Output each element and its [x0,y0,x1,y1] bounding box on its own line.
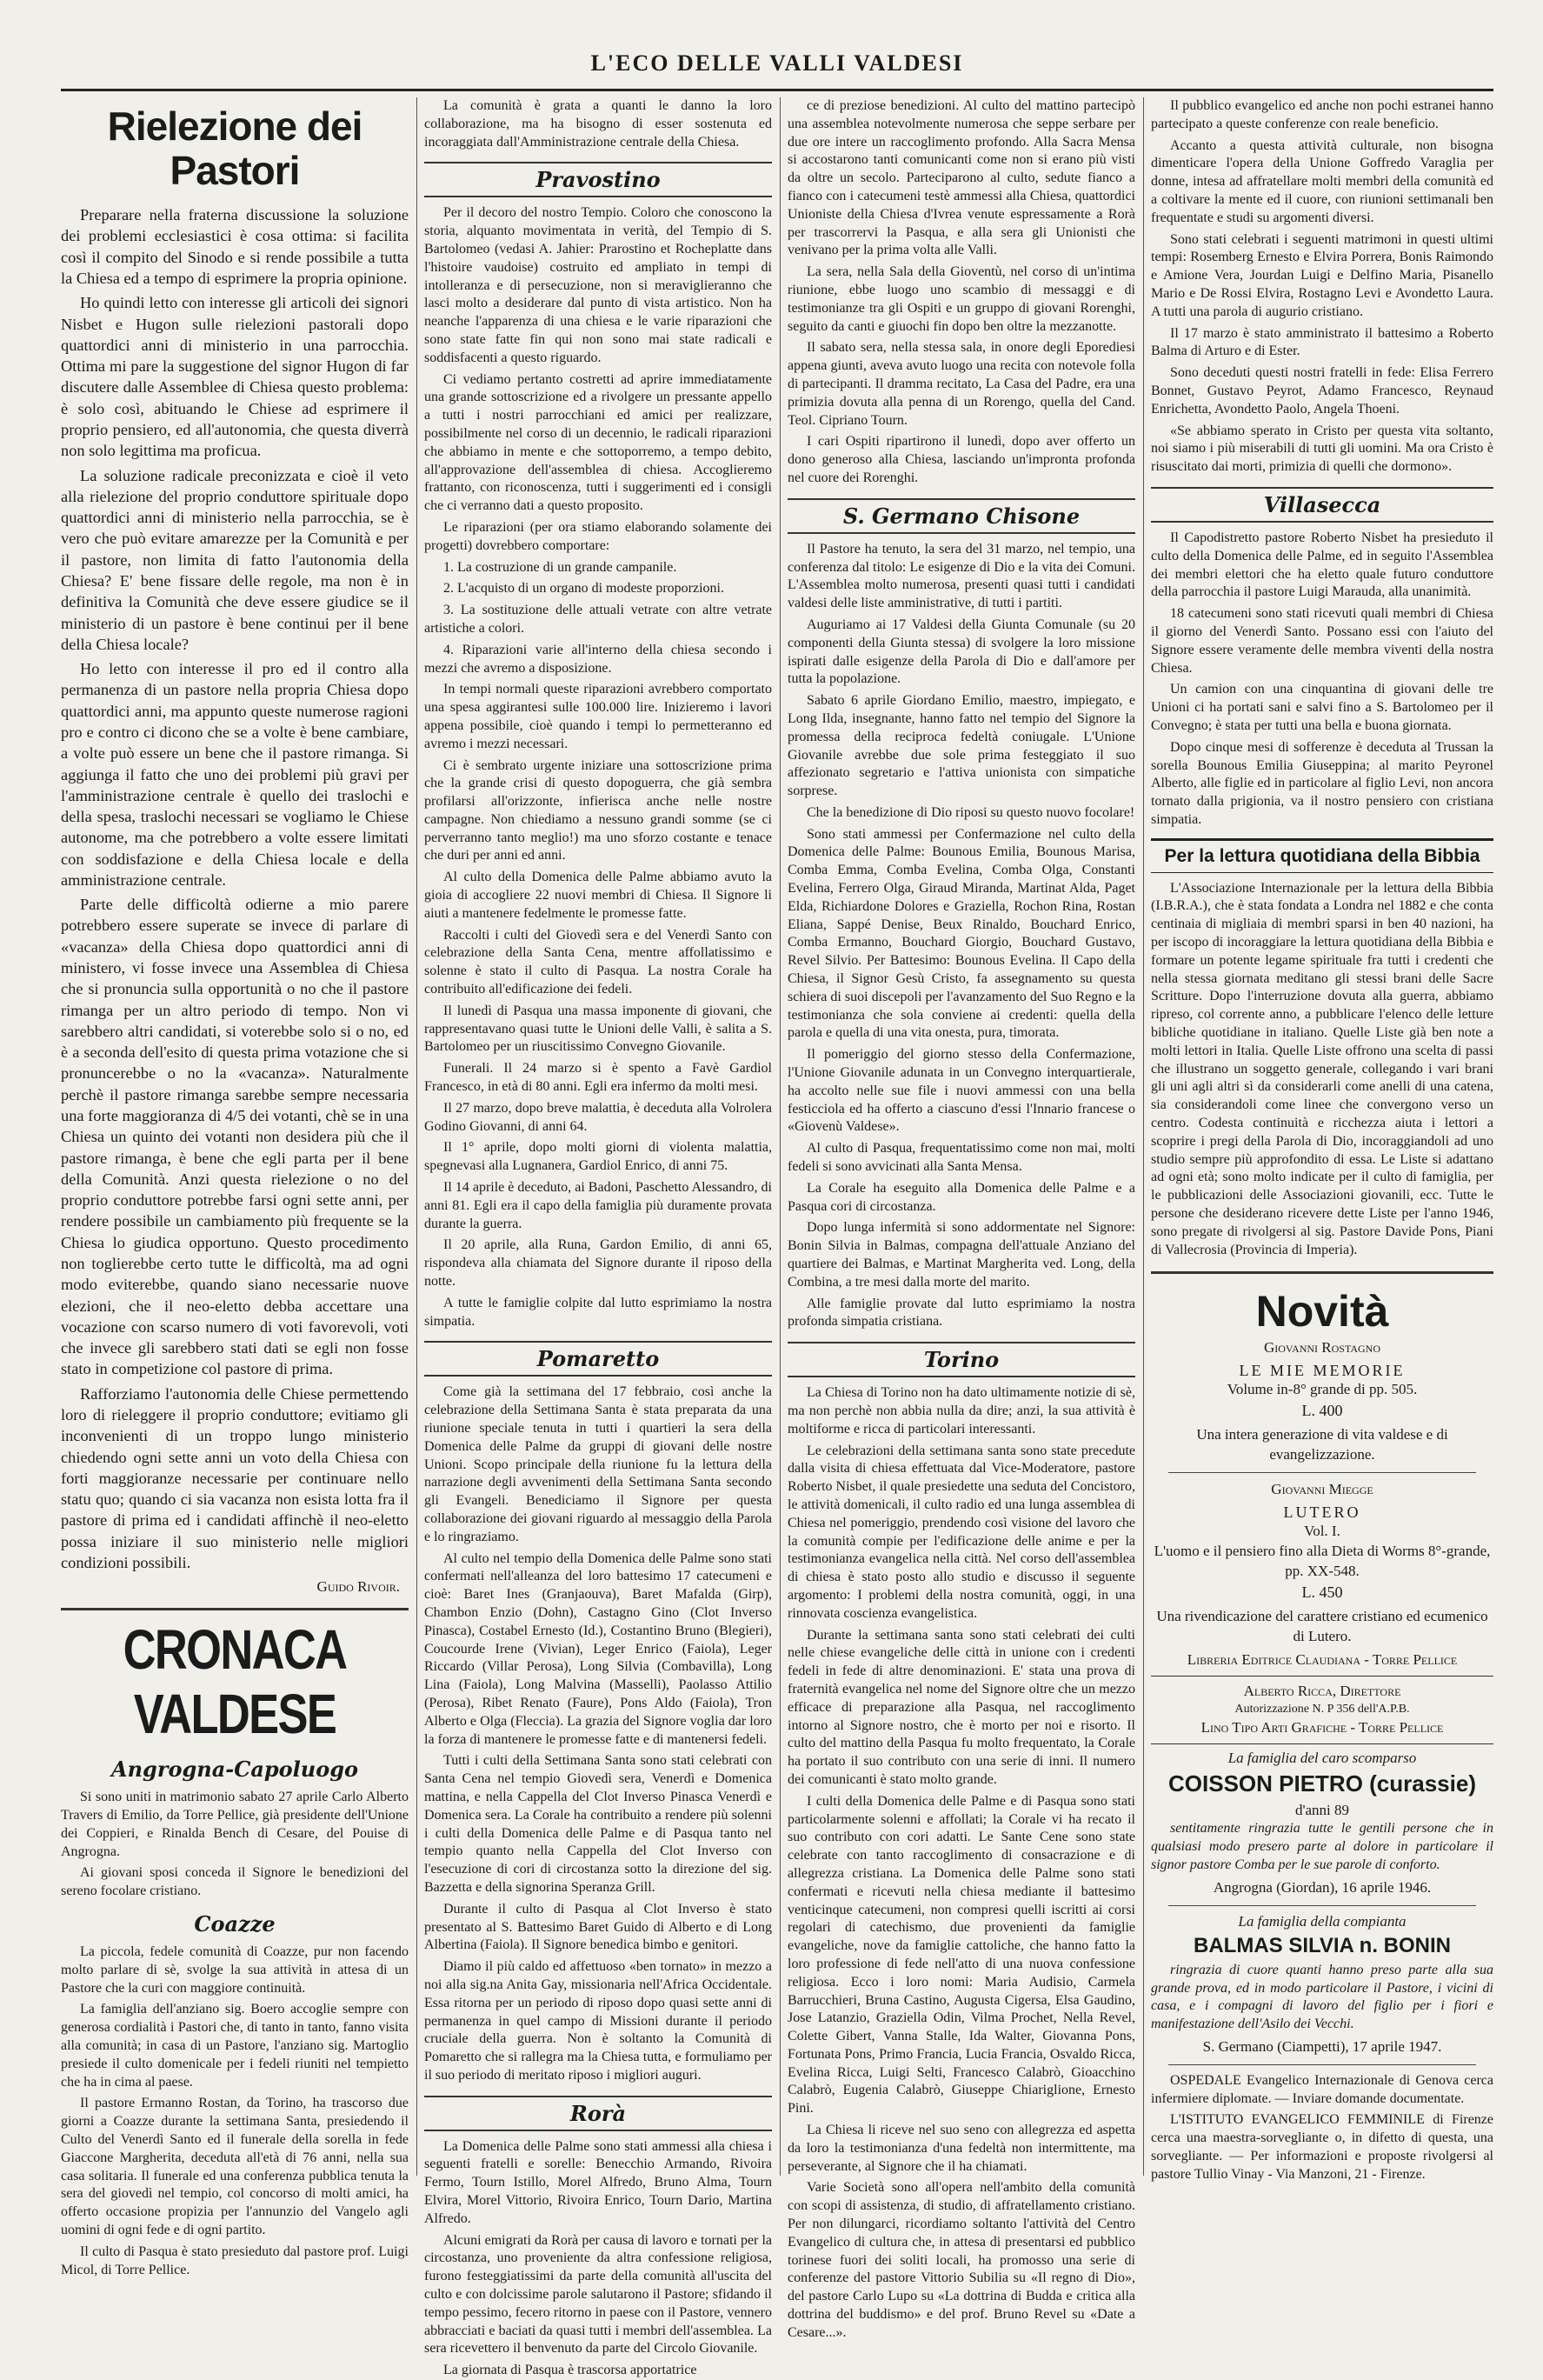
news-paragraph: Auguriamo ai 17 Valdesi della Giunta Comunale (su 20 componenti della Giunta stessa) di svolgere la loro missione ispirati dalle esigenze della Parola di Dio e dall'amore per tutta la popolazione. [788,617,1135,687]
news-paragraph: 18 catecumeni sono stati ricevuti quali membri di Chiesa il giorno del Venerdì Santo. Possano essi con l'aiuto del Signore essere veramente delle membra viventi della nostra Chiesa. [1151,606,1493,676]
book-description: Una intera generazione di vita valdese e di evangelizzazione. [1196,1426,1448,1463]
news-paragraph: Al culto di Pasqua, frequentatissimo come non mai, molti fedeli si sono avvicinati alla Santa Mensa. [788,1141,1135,1175]
news-paragraph: Durante la settimana santa sono stati celebrati dei culti nelle chiese evangeliche delle città in unione con i credenti fedeli in fede di altre denominazioni. E' stata una prova di fraternità evangelica nel nome del Signore oltre che un mezzo efficace di preparazione alla Pasqua, nel raccoglimento intorno al Signore nostro, che è morto per noi e risorto. Il culto del mattino della Pasqua fu molto frequentato, la Corale ha portato il suo contributo con una serie di inni. Il numero dei comunicanti è stato molto grande. [788,1627,1135,1787]
book-title: LE MIE MEMORIE [1239,1362,1406,1380]
news-paragraph: La Chiesa di Torino non ha dato ultimamente notizie di sè, ma non perchè non abbia nulla da dire; anzi, la sua attività è moltiforme e ricca di particolari interessanti. [788,1385,1135,1437]
imprint-box [1151,1676,1493,1744]
section-heading: Rorà [424,2096,772,2131]
news-list-item: 2. L'acquisto di un organo di modeste proporzioni. [443,581,724,597]
book-author: Giovanni Rostagno [1263,1339,1380,1357]
book-author: Giovanni Miegge [1271,1481,1373,1498]
news-paragraph: Il 17 marzo è stato amministrato il battesimo a Roberto Balma di Arturo e di Ester. [1151,325,1493,359]
notice-place: Angrogna (Giordan), 16 aprile 1946. [1213,1878,1432,1896]
news-list-item: 4. Riparazioni varie all'interno della chiesa secondo i mezzi che avremo a disposizione. [424,642,772,676]
notice-name: BALMAS SILVIA n. BONIN [1194,1933,1451,1957]
book-price: L. 400 [1301,1402,1343,1420]
news-paragraph: Si sono uniti in matrimonio sabato 27 aprile Carlo Alberto Travers di Emilio, da Torre Pellice, già presidente dell'Unione dei Coppieri, e Rinalda Bench di Cesare, del Pouise di Angrogna. [61,1790,409,1859]
book-price: L. 450 [1301,1583,1343,1601]
article-paragraph: Ho letto con interesse il pro ed il contro alla permanenza di un pastore nella propria Chiesa dopo quattordici anni, ma appunto queste numerose ragioni pro e contro ci dicono che se a volte è bene cambiare, a volte può essere un bene che il pastore rimanga. Si aggiunga il fatto che uno dei problemi più gravi per l'amministrazione centrale è quello dei traslochi e della spesa, traslochi necessari se vogliamo le Chiese autonome, ma che potrebbero a volte essere limitati con soddisfazione e della Chiesa locale e della amministrazione centrale. [61,660,409,889]
book-volume: Vol. I. [1304,1523,1340,1540]
divider [1168,2064,1476,2065]
section-heading: Villasecca [1151,487,1493,523]
news-paragraph: Diamo il più caldo ed affettuoso «ben tornato» in mezzo a noi alla sig.na Anita Gay, missionaria nell'Africa Occidentale. Essa ritorna per un periodo di riposo dopo quasi sette anni di permanenza in quel campo di Missioni durante il periodo cruciale della guerra. Non è soltanto la Comunità di Pomaretto che si rallegra ma la Chiesa tutta, e formuliamo per il suo periodo di meritato riposo i migliori auguri. [424,1959,772,2083]
news-paragraph: Il 14 aprile è deceduto, ai Badoni, Paschetto Alessandro, di anni 81. Egli era il capo della famiglia più duramente provata durante la guerra. [424,1180,772,1231]
news-paragraph: Dopo lunga infermità si sono addormentate nel Signore: Bonin Silvia in Balmas, compagna dell'attuale Anziano del quartiere dei Balmas, e Martinat Margherita ved. Long, della Combina, a tre mesi dalla morte del marito. [788,1220,1135,1290]
news-paragraph: A tutte le famiglie colpite dal lutto esprimiamo la nostra simpatia. [424,1295,772,1329]
column-3 [788,97,1135,2340]
ad-headline: Novità [1255,1287,1389,1337]
column-4 [1151,97,1493,2184]
section-heading: Pravostino [424,162,772,197]
news-paragraph: Il Capodistretto pastore Roberto Nisbet ha presieduto il culto della Domenica delle Palme, ed in seguito l'Assemblea dei membri elettori che ha eletto quale futuro conduttore della parrocchia il pastore Luigi Marauda, alla unanimità. [1151,530,1493,600]
news-paragraph: La Corale ha eseguito alla Domenica delle Palme e a Pasqua cori di circostanza. [788,1180,1135,1214]
news-paragraph: Come già la settimana del 17 febbraio, così anche la celebrazione della Settimana Santa è stata preparata da una riunione speciale tenuta in tutti i quartieri la sera della Domenica delle Palme da gruppi di giovani delle nostre Unioni. Scopo principale della riunione fu la lettura della narrazione degli avvenimenti della Settimana Santa secondo gli Evangeli. Benediciamo il Signore per questa collaborazione dei giovani riguardo al messaggio della Parola e lo ringraziamo. [424,1384,772,1544]
news-paragraph: ce di preziose benedizioni. Al culto del mattino partecipò una assemblea notevolmente numerosa che seppe serbare per due ore intere un raccoglimento profondo. Alla Sacra Mensa si accostarono tanti comunicanti come non si erano più visti da oltre un secolo. Parteciparono al culto, sedute fianco a fianco con i catecumeni testè ammessi alla Chiesa, quattordici Unioniste della Chiesa d'Ivrea venute espressamente a Rorà per trascorrervi la Pasqua, e alla sera gli Unionisti che venivano per la prima volta alle Valli. [788,98,1135,258]
news-paragraph: Un camion con una cinquantina di giovani delle tre Unioni ci ha portati sani e salvi fino a S. Bartolomeo per il Convegno; è stata per tutti una bella e buona giornata. [1151,682,1493,733]
news-paragraph: I culti della Domenica delle Palme e di Pasqua sono stati particolarmente solenni e affollati; la Corale vi ha recato il suo contributo con cori adatti. Le Sante Cene sono state celebrate con tanto raccoglimento di consacrazione e di allegrezza cristiana. La Domenica delle Palme sono stati confermati e ricevuti nella chiesa mediante il battesimo venticinque catecumeni, non compresi quelli iscritti ai corsi regolari di catechismo, due provenienti da famiglie evangeliche, nove da famiglie cattoliche, che hanno fatto la loro professione di fede nell'atto di una nuova confessione religiosa. Ecco i loro nomi: Maria Audisio, Carmela Barrucchieri, Bruna Castino, Augusta Cigersa, Elsa Gaudino, Jose Latanzio, Graziella Odin, Vilma Prochet, Nella Revel, Colette Gibert, Vanna Stalle, Ida Walter, Giovanna Pons, Fortunata Pons, Primo Francia, Lucia Francia, Osvaldo Ricca, Evelina Ricca, Luigi Selti, Francesco Calabrò, Gioacchino Calabrò, Eugenia Calabrò, Giuseppe Chiariglione, Ernesto Pini. [788,1793,1135,2117]
book-description: Una rivendicazione del carattere cristiano ed ecumenico di Lutero. [1156,1607,1488,1644]
news-paragraph: Tutti i culti della Settimana Santa sono stati celebrati con Santa Cena nel tempio Giovedì sera, Venerdì e Domenica mattina, e nella Cappella del Clot Inverso Pinasca Venerdì e Domenica sera. La Corale ha contribuito a rendere più solenni i culti della Domenica delle Palme e di Pasqua tanto nel tempio quanto nella Cappella del Clot Inverso con l'esecuzione di cori di circostanza sotto la direzione del sig. Bazzetta e della signorina Speranza Grill. [424,1753,772,1895]
news-paragraph: Il 20 aprile, alla Runa, Gardon Emilio, di anni 65, rispondeva alla chiamata del Signore durante il riposo della notte. [424,1237,772,1290]
section-rule [1151,1271,1493,1274]
director-line: Alberto Ricca, Direttore [1243,1682,1401,1699]
news-paragraph: Alle famiglie provate dal lutto esprimiamo la nostra profonda simpatia cristiana. [788,1296,1135,1330]
notice-text: sentitamente ringrazia tutte le gentili persone che in qualsiasi modo presero parte al dolore in particolare il signor pastore Comba per le sue parole di conforto. [1151,1821,1493,1873]
news-paragraph: Funerali. Il 24 marzo si è spento a Favè Gardiol Francesco, in età di 80 anni. Egli era infermo da molti mesi. [424,1061,772,1095]
news-paragraph: Sono stati ammessi per Confermazione nel culto della Domenica delle Palme: Bounous Emilia, Bounous Marisa, Comba Emma, Comba Evelina, Comba Olga, Constanti Evelina, Ferrero Olga, Giraud Miranda, Martinat Alda, Paget Elda, Richiardone Dolores e Graziella, Rochon Rina, Rostan Eliana, Sappé Denise, Beux Rinaldo, Bouchard Enrico, Comba Ermanno, Bouchard Giorgio, Bouchard Gustavo, Revel Silvio. Per Battesimo: Bounous Evelina. Il Capo della Chiesa, il Signor Gesù Cristo, fa assegnamento su questa schiera di suoi discepoli per l'avanzamento del Suo Regno e la testimonianza che sola conviene ai credenti: quella della parola e quella di una vita onesta, pura, timorata. [788,826,1135,1041]
column-divider [780,97,781,2176]
news-paragraph: Accanto a questa attività culturale, non bisogna dimenticare l'opera della Unione Goffredo Varaglia per donne, intesa ad affratellare molti membri della comunità ed a coltivare la mente ed il cuore, con riunioni settimanali ben frequentate e studi su argomenti diversi. [1151,137,1493,225]
news-paragraph: In tempi normali queste riparazioni avrebbero comportato una spesa aggirantesi sulle 100.000 lire. Inizieremo i lavori appena possibile, cioè quando i tempi lo permetteranno ed avremo i mezzi necessari. [424,682,772,751]
news-paragraph: Il pastore Ermanno Rostan, da Torino, ha trascorso due giorni a Coazze durante la settimana Santa, presiedendo il Culto del Venerdì Santo ed il funerale della sorella in fede Giaccone Margherita, deceduta all'età di 76 anni, nella sua casa solitaria. Il funerale ed una conferenza pubblica tenuta la sera del giovedì nel tempio, col concorso di molti amici, ha offerto occasione propizia per l'annunzio del Vangelo agli uomini di ogni fede e di ogni partito. [61,2096,409,2237]
article-paragraph: Preparare nella fraterna discussione la soluzione dei problemi ecclesiastici è cosa ottima: si facilita così il compito del Sinodo e si rende possibile a tutta la Chiesa ed a tempo di esprimere la propria opinione. [61,206,409,288]
news-paragraph: Il 1° aprile, dopo molti giorni di violenta malattia, spegnevasi alla Lugnanera, Gardiol Enrico, di anni 75. [424,1140,772,1174]
news-paragraph: Le riparazioni (per ora stiamo elaborando solamente dei progetti) dovrebbero comportare: [424,519,772,553]
book-info: Volume in-8° grande di pp. 505. [1227,1381,1418,1398]
news-paragraph: La famiglia dell'anziano sig. Boero accoglie sempre con generosa cordialità i Pastori che, di tanto in tanto, fanno visita alla comunità; in casa di un Pastore, l'anziano sig. Martoglio presiede il culto domenicale per i fedeli riuniti nel tempietto che ha in cima al paese. [61,2002,409,2090]
printer-line: Lino Tipo Arti Grafiche - Torre Pellice [1200,1718,1444,1736]
divider [1168,1472,1476,1473]
news-paragraph: La Chiesa li riceve nel suo seno con allegrezza ed aspetta da loro la testimonianza d'una fedeltà non intermittente, ma perseverante, al Signore che il ha chiamati. [788,2123,1135,2174]
article-paragraph: Rafforziamo l'autonomia delle Chiese permettendo loro di rieleggere il proprio conduttore; evitiamo gli inconvenienti di un troppo lungo ministerio chiedendo ogni sette anni un voto della Chiesa con forti maggioranze necessarie per continuare nello statu quo; quando ci sia vacanza non esista lotta fra il pastore di prima ed i candidati affinchè il neo-eletto possa iniziare il suo ministerio nelle migliori condizioni possibili. [61,1384,409,1571]
news-paragraph: La comunità è grata a quanti le danno la loro collaborazione, ma ha bisogno di esser sostenuta ed incoraggiata dall'Amministrazione centrale della Chiesa. [424,98,772,150]
news-paragraph: Raccolti i culti del Giovedì sera e del Venerdì Santo con celebrazione della Santa Cena, mentre affollatissimo e solenne è stato il culto di Pasqua. La nostra Corale ha contribuito all'edificazione dei fedeli. [424,927,772,997]
section-heading: S. Germano Chisone [788,498,1135,534]
authorization-line: Autorizzazione N. P 356 dell'A.P.B. [1234,1702,1410,1716]
section-banner: CRONACA VALDESE [123,1618,347,1746]
news-paragraph: Varie Società sono all'opera nell'ambito della comunità con scopi di assistenza, di studio, di affratellamento cristiano. Per non dilungarci, ricordiamo soltanto l'attività del Centro Evangelico di cultura che, in attesa di presentarsi ed pubblico torinese fuori dei soliti locali, ha promosso una serie di conferenze del pastore Vittorio Subilia su «Il regno di Dio», del pastore Carlo Lupo su «La dottrina di Budda e critica alla dottrina del buddismo» e del prof. Bruno Revel su «Date a Cesare...». [788,2180,1135,2340]
news-paragraph: Il culto di Pasqua è stato presieduto dal pastore prof. Luigi Micol, di Torre Pellice. [61,2243,409,2277]
notice-place: S. Germano (Ciampetti), 17 aprile 1947. [1202,2037,1442,2055]
news-paragraph: Il pubblico evangelico ed anche non pochi estranei hanno partecipato a queste conferenze con reale beneficio. [1151,98,1493,131]
section-heading: Per la lettura quotidiana della Bibbia [1151,838,1493,873]
news-paragraph: La giornata di Pasqua è trascorsa apportatrice [443,2363,697,2378]
news-paragraph: Alcuni emigrati da Rorà per causa di lavoro e tornati per la circostanza, uno proveniente da altra confessione religiosa, furono festeggiatissimi da parte della comunità all'uscita del culto e con dolcissime parole salutarono il Pastore; sfidando il tempo pessimo, fecero ritorno in paese con il Pastore, vennero abbracciati e baciati da quasi tutti i membri dell'assemblea. La sera ricevettero il benvenuto da parte del Circolo Giovanile. [424,2232,772,2357]
news-paragraph: Ci vediamo pertanto costretti ad aprire immediatamente una grande sottoscrizione ed a rivolgere un pressante appello a tutti i nostri parrocchiani ed amici per realizzare, possibilmente nel corso di un decennio, le radicali riparazioni che abbiamo in mente e che sottoporremo, a tempo debito, all'approvazione dell'assemblea di chiesa. Accoglieremo frattanto, con riconoscenza, tutti i suggerimenti ed i consigli che ci verranno dati a questo proposito. [424,371,772,514]
news-paragraph: Che la benedizione di Dio riposi su questo nuovo focolare! [807,804,1135,820]
news-paragraph: La piccola, fedele comunità di Coazze, pur non facendo molto parlare di sè, svolge la sua attività in attesa di un Pastore che la curi con maggiore continuità. [61,1943,409,1996]
article-paragraph: La soluzione radicale preconizzata e cioè il veto alla rielezione del proprio conduttore spirituale dopo quattordici anni di ministerio nella parrocchia, se è vero che può evitare amarezze per la Comunità e per il pastore, non limita di fatto l'autonomia della Chiesa? E' bene fissare delle regole, ma non è in definitiva la Comunità che deve essere giudice se il ministerio di un pastore è bene continui per il bene della Chiesa locale? [61,466,409,653]
masthead-title: L'ECO DELLE VALLI VALDESI [590,50,964,76]
news-paragraph: Sono stati celebrati i seguenti matrimoni in questi ultimi tempi: Rosemberg Ernesto e Elvira Porrera, Bonis Raimondo e Amione Vera, Jourdan Luigi e Delfino Maria, Pisanello Mario e De Rossi Elvira, Rostagno Levi e Avondetto Laura. A tutti una parola di augurio cristiano. [1151,231,1493,319]
notice-intro: La famiglia del caro scomparso [1227,1749,1417,1766]
article-paragraph: Parte delle difficoltà odierne a mio parere potrebbero essere superate se invece di parlare di «vacanza» della Chiesa dopo quattordici anni di ministero, vi fosse invece una Assemblea di Chiesa che si pronuncia sulla opportunità o no che il pastore rimanga per un altro periodo di tempo. Non vi sarebbero altri candidati, si voterebbe solo si o no, ed è a seconda dell'esito di questa prima votazione che si pronuncerebbe o no la «vacanza». Naturalmente perchè il pastore rimanga sarebbe sempre necessaria una forte maggioranza di 4/5 dei votanti, chè se in una Chiesa un quinto dei votanti non desidera più che il pastore rimanga, è bene che egli parta per il bene della Comunità. Anzi questa rielezione o no del proprio conduttore potrebbe farsi ogni sette anni, per rendere possibile un cambiamento più frequente se la Chiesa lo giudica opportuno. Questo procedimento non toglierebbe certo tutte le difficoltà, ma ad ogni modo eviterebbe, quando siano necessarie nuove elezioni, che il neo-eletto debba accettare una vocazione con scarso numero di voti favorevoli, voti che invece gli sarebbero stati dati se egli non fosse stato in competizione col pastore di prima. [61,896,409,1378]
notice-intro: La famiglia della compianta [1238,1912,1407,1930]
news-paragraph: Il pomeriggio del giorno stesso della Confermazione, l'Unione Giovanile adunata in un Convegno interquartierale, ha accolto nelle sue file i nuovi ammessi con una bella festicciola ed ha offerto a ciascuno d'essi l'Innario francese o «Giovenù Valdese». [788,1047,1135,1135]
column-2 [424,97,772,2378]
section-heading: Pomaretto [424,1341,772,1377]
news-paragraph: Per il decoro del nostro Tempio. Coloro che conoscono la storia, alquanto movimentata in verità, del Tempio di S. Bartolomeo (vedasi A. Jahier: Prarostino et Rocheplatte dans l'histoire vaudoise) costruito ed ampliato in tempi di intolleranza e di persecuzione, non si meraviglieranno che lasci molto a desiderare dal punto di vista artistico. Non ha neanche l'apparenza di una chiesa e le varie riparazioni che sono state fatte fin qui non sono mai state radicali e soddisfacenti a questo riguardo. [424,205,772,365]
news-list-item: 1. La costruzione di un grande campanile. [443,559,677,575]
news-paragraph: Il 27 marzo, dopo breve malattia, è deceduta alla Volrolera Godino Giovanni, di anni 64. [424,1100,772,1134]
news-paragraph: Il Pastore ha tenuto, la sera del 31 marzo, nel tempio, una conferenza dal titolo: Le esigenze di Dio e la vita dei Comuni. L'Assemblea molto numerosa, presenti quasi tutti i candidati valdesi delle liste amministrative, di tutti i partiti. [788,541,1135,611]
newspaper-page [61,42,1493,2378]
article-paragraph: Ho quindi letto con interesse gli articoli dei signori Nisbet e Hugon sulle rielezioni pastorali dopo quattordici anni di ministerio in una parrocchia. Ottima mi pare la suggestione del signor Hugon di far discutere dalle Assemblee di Chiesa questo problema: è solo così, abituando le Chiese ad esprimere il proprio pensiero, ed all'autonomia, che questa diverrà non solo legittima ma proficua. [61,294,409,460]
publisher: Libreria Editrice Claudiana - Torre Pellice [1187,1650,1458,1668]
column-1 [61,97,409,2277]
news-paragraph: Il lunedì di Pasqua una massa imponente di giovani, che rappresentavano quasi tutte le Unioni delle Valli, è salita a S. Bartolomeo per un riuscitissimo Convegno Giovanile. [424,1003,772,1055]
classified-ad: L'ISTITUTO EVANGELICO FEMMINILE di Firenze cerca una maestra-sorvegliante o, in difetto di questa, una sorvegliante. — Per informazioni e proposte rivolgersi al pastore Tullio Vinay - Via Manzoni, 21 - Firenze. [1151,2112,1493,2182]
news-paragraph: Durante il culto di Pasqua al Clot Inverso è stato presentato al S. Battesimo Baret Guido di Alberto e di Long Albertina (Faiola). Il Signore benedica bimbo e genitori. [424,1901,772,1953]
section-rule [61,1608,409,1610]
news-paragraph: Le celebrazioni della settimana santa sono state precedute dalla visita di chiesa effettuata dal Vice-Moderatore, pastore Roberto Nisbet, il quale presiedette una seduta del Concistoro, le attività domenicali, il culto radio ed una lunga assemblea di Chiesa nel pomeriggio, prendendo così visione del lavoro che la comunità compie per l'edificazione delle anime e per la testimonianza evangelica nella città. Nel corso dell'assemblea di chiesa è stato posto allo studio e discusso il seguente argomento: I problemi della nostra comunità, oggi, in una rinnovata coscienza evangelistica. [788,1443,1135,1621]
news-paragraph: L'Associazione Internazionale per la lettura della Bibbia (I.B.R.A.), che è stata fondata a Londra nel 1882 e che conta centinaia di migliaia di membri sparsi in ben 40 nazioni, ha per iscopo di incoraggiare la lettura quotidiana della Bibbia e formare un potente legame spirituale fra tutti i credenti che nella stessa giornata meditano gli stessi brani delle Sacre Scritture. Dopo l'interruzione dovuta alla guerra, abbiamo ripreso, col corrente anno, a pubblicare l'elenco delle letture bibliche quotidiane in italiano. Quelle Liste già ben note a molti lettori in Italia. Quelle Liste offrono una scelta di passi che illustrano un soggetto generale, collegando i vari brani gli uni agli altri sì da considerarli come anelli di una catena, sia considerandoli come linee che convergono verso un centro. Codesta continuità e ricchezza aiuta i lettori a scoprire i pregi della Parola di Dio, incoraggiandoli ad uno studio sempre più approfondito di essa. Le Liste si adattano ad ogni età; sono molto indicate per il culto di famiglia, per le pubblicazioni delle Associazioni giovanili, ecc. Tutte le persone che desiderano ricevere dette Liste per l'anno 1946, sono pregate di rivolgersi al sig. Pastore Davide Pons, Piani di Vallecrosia (Provincia di Imperia). [1151,880,1493,1257]
article-signature: Guido Rivoir. [316,1578,400,1596]
section-heading: Coazze [194,1910,276,1937]
section-heading: Angrogna-Capoluogo [110,1757,359,1783]
news-paragraph: Dopo cinque mesi di sofferenze è deceduta al Trussan la sorella Bounous Emilia Giuseppina; al marito Peyronel Alberto, alle figlie ed in particolare al figlio Levi, non ancora tornato dalla prigionia, va il nostro pensiero con cristiana simpatia. [1151,739,1493,827]
news-paragraph: Al culto nel tempio della Domenica delle Palme sono stati confermati nell'alleanza del loro battesimo 17 catecumeni e cioè: Baret Ines (Granjaouva), Baret Mafalda (Girp), Chambon Enzio (Dohn), Castagno Gino (Clot Inverso Pinasca), Costabel Ernesto (Id.), Costantino Bruno (Blegieri), Coucourde Irene (Vivian), Leger Enrico (Faiola), Leger Riccardo (Villar Perosa), Long Silvia (Combavilla), Long Lina (Faiola), Long Malvina (Masselli), Paolasso Attilio (Perosa), Ribet Renato (Faure), Pons Aldo (Faiola), Tron Alberto e Olga (Fleccia). La grazia del Signore voglia dar loro la forza di mantenere le promesse fatte e di mantenersi fedeli. [424,1550,772,1747]
book-title: LUTERO [1283,1503,1361,1522]
news-paragraph: La sera, nella Sala della Gioventù, nel corso di un'intima riunione, ebbe luogo uno scambio di messaggi e di testimonianze tra gli Ospiti e un gruppo di giovani Rorenghi, seguito da canti e giuochi fin dopo ben oltre la mezzanotte. [788,264,1135,334]
notice-text: ringrazia di cuore quanti hanno preso parte alla sua grande prova, ed in modo particolare il Pastore, i vicini di casa, e i compagni di lavoro del figlio per i fiori e manifestazione dell'Asilo dei Vecchi. [1151,1962,1493,2032]
book-info: L'uomo e il pensiero fino alla Dieta di Worms 8°-grande, pp. XX-548. [1154,1543,1491,1579]
notice-name: COISSON PIETRO (curassie) [1168,1770,1476,1797]
news-paragraph: Al culto della Domenica delle Palme abbiamo avuto la gioia di accogliere 22 nuovi membri di Chiesa. Il Signore li aiuti a mantenere fedelmente le promesse fatte. [424,870,772,921]
news-paragraph: Sabato 6 aprile Giordano Emilio, maestro, impiegato, e Long Ilda, insegnante, hanno fatto nel tempio del Signore la promessa della reciproca fedeltà coniugale. L'Unione Giovanile avrebbe due sole prima festeggiato il suo affezionato segretario e l'attiva unionista con simpatiche sorprese. [788,693,1135,799]
news-paragraph: Il sabato sera, nella stessa sala, in onore degli Eporediesi appena giunti, aveva avuto luogo una recita con notevole folla di partecipanti. Il dramma recitato, La Casa del Padre, era una primizia dovuta alla penna di un Rorengo, quella del Cand. Teol. Cipriano Tourn. [788,340,1135,428]
notice-age: d'anni 89 [1294,1801,1350,1818]
divider [1168,1905,1476,1906]
news-paragraph: «Se abbiamo sperato in Cristo per questa vita soltanto, noi siamo i più miserabili di tutti gli uomini. Ma ora Cristo è risuscitato dai morti, primizia di quelli che dormono». [1151,423,1493,475]
news-paragraph: Ci è sembrato urgente iniziare una sottoscrizione prima che la grande crisi di questo dopoguerra, che già sembra profilarsi all'orizzonte, infierisca anche nelle nostre campagne. Non chiediamo a nessuno grandi somme (se ci perverranno tanto meglio!) ma uno sforzo costante e tenace che duri per anni ed anni. [424,757,772,863]
article-headline: Rielezione dei Pastori [107,103,362,193]
news-paragraph: Ai giovani sposi conceda il Signore le benedizioni del sereno focolare cristiano. [61,1865,409,1899]
news-paragraph: La Domenica delle Palme sono stati ammessi alla chiesa i seguenti fratelli e sorelle: Benecchio Armando, Rivoira Fermo, Tourn Istillo, Morel Alfredo, Bruno Alma, Tourn Elvira, Morel Vittorio, Rivoira Enrico, Tourn Dario, Martina Alfredo. [424,2138,772,2226]
news-list-item: 3. La sostituzione delle attuali vetrate con altre vetrate artistiche a colori. [424,603,772,636]
column-divider [416,97,417,2176]
news-paragraph: Sono deceduti questi nostri fratelli in fede: Elisa Ferrero Bonnet, Gustavo Peyrot, Adamo Francesco, Reynaud Enrichetta, Avondetto Paolo, Angela Thoeni. [1151,365,1493,417]
news-paragraph: I cari Ospiti ripartirono il lunedì, dopo aver offerto un dono generoso alla Chiesa, lasciando un'impronta profonda nel cuore dei Rorenghi. [788,434,1135,485]
classified-ad: OSPEDALE Evangelico Internazionale di Genova cerca infermiere diplomate. — Inviare domande documentate. [1151,2072,1493,2106]
section-heading: Torino [788,1342,1135,1377]
column-divider [1143,97,1144,2176]
masthead [61,42,1493,91]
